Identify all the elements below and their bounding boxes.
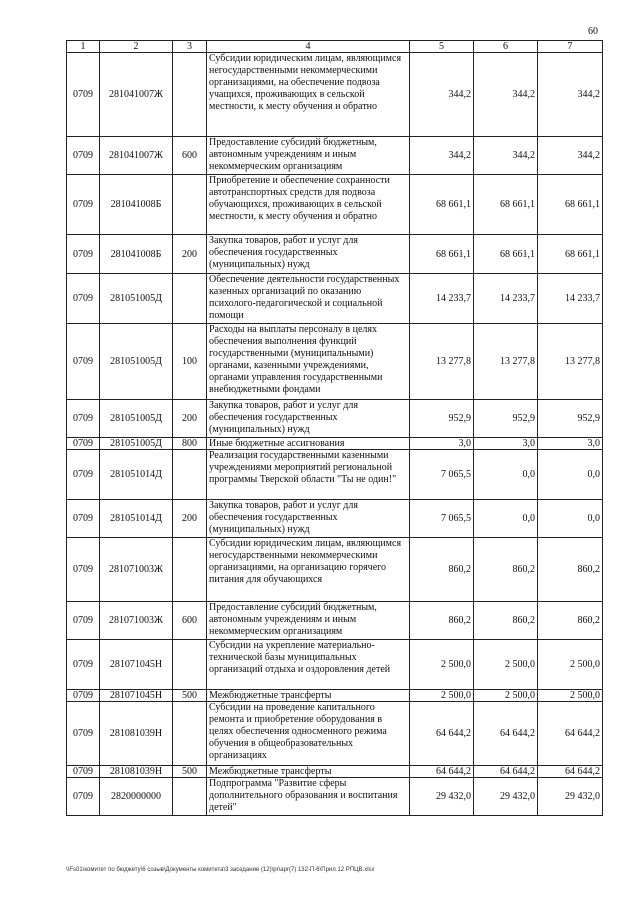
description-cell: Межбюджетные трансферты <box>207 766 410 778</box>
amount-cell: 64 644,2 <box>538 766 603 778</box>
amount-cell: 14 233,7 <box>474 274 538 324</box>
amount-cell: 344,2 <box>474 137 538 175</box>
table-row <box>67 690 603 702</box>
section-code-cell: 0709 <box>67 778 100 816</box>
expense-type-cell: 500 <box>173 690 207 702</box>
target-code-cell: 281041008Б <box>100 175 173 235</box>
table-row <box>67 778 603 816</box>
amount-cell: 68 661,1 <box>410 175 474 235</box>
amount-cell: 0,0 <box>538 500 603 538</box>
target-code-cell: 281071045Н <box>100 690 173 702</box>
target-code-cell: 281051014Д <box>100 500 173 538</box>
target-code-cell: 281051005Д <box>100 438 173 450</box>
table-row <box>67 53 603 137</box>
expense-type-cell <box>173 274 207 324</box>
amount-cell: 952,9 <box>538 400 603 438</box>
page-number: 60 <box>588 26 598 37</box>
section-code-cell: 0709 <box>67 602 100 640</box>
section-code-cell: 0709 <box>67 400 100 438</box>
amount-cell: 0,0 <box>474 500 538 538</box>
section-code-cell: 0709 <box>67 324 100 400</box>
section-code-cell: 0709 <box>67 438 100 450</box>
section-code-cell: 0709 <box>67 175 100 235</box>
amount-cell: 952,9 <box>474 400 538 438</box>
table-row <box>67 450 603 500</box>
description-cell: Субсидии на укрепление материально-технической базы муниципальных организаций отдыха и оздоровления детей <box>207 640 410 690</box>
target-code-cell: 281071003Ж <box>100 602 173 640</box>
section-code-cell: 0709 <box>67 235 100 274</box>
amount-cell: 0,0 <box>474 450 538 500</box>
amount-cell: 29 432,0 <box>474 778 538 816</box>
amount-cell: 860,2 <box>410 538 474 602</box>
description-cell: Субсидии юридическим лицам, являющимся негосударственными некоммерческими организациями, на организацию горячего питания для обучающихся <box>207 538 410 602</box>
amount-cell: 64 644,2 <box>538 702 603 766</box>
amount-cell: 860,2 <box>538 602 603 640</box>
table-row <box>67 766 603 778</box>
amount-cell: 2 500,0 <box>538 690 603 702</box>
amount-cell: 344,2 <box>538 137 603 175</box>
expense-type-cell <box>173 640 207 690</box>
description-cell: Иные бюджетные ассигнования <box>207 438 410 450</box>
description-cell: Обеспечение деятельности государственных казенных организаций по оказанию психолого-педагогической и социальной помощи <box>207 274 410 324</box>
column-number-row <box>67 41 603 53</box>
section-code-cell: 0709 <box>67 53 100 137</box>
table-row <box>67 538 603 602</box>
description-cell: Расходы на выплаты персоналу в целях обеспечения выполнения функций государственными (муниципальными) органами, казенными учреждениями, органами управления государственными внебюджетными фондами <box>207 324 410 400</box>
table-row <box>67 640 603 690</box>
column-header: 6 <box>474 41 538 53</box>
table-row <box>67 500 603 538</box>
amount-cell: 68 661,1 <box>538 235 603 274</box>
target-code-cell: 281051005Д <box>100 324 173 400</box>
amount-cell: 64 644,2 <box>474 702 538 766</box>
amount-cell: 2 500,0 <box>538 640 603 690</box>
section-code-cell: 0709 <box>67 500 100 538</box>
target-code-cell: 281051005Д <box>100 274 173 324</box>
amount-cell: 344,2 <box>410 137 474 175</box>
table-row <box>67 324 603 400</box>
amount-cell: 860,2 <box>474 602 538 640</box>
amount-cell: 68 661,1 <box>538 175 603 235</box>
amount-cell: 2 500,0 <box>410 640 474 690</box>
target-code-cell: 2820000000 <box>100 778 173 816</box>
amount-cell: 952,9 <box>410 400 474 438</box>
section-code-cell: 0709 <box>67 702 100 766</box>
table-row <box>67 702 603 766</box>
expense-type-cell <box>173 702 207 766</box>
target-code-cell: 281051005Д <box>100 400 173 438</box>
description-cell: Предоставление субсидий бюджетным, автономным учреждениям и иным некоммерческим организациям <box>207 602 410 640</box>
amount-cell: 860,2 <box>474 538 538 602</box>
budget-table <box>66 40 603 816</box>
column-header: 2 <box>100 41 173 53</box>
column-header: 4 <box>207 41 410 53</box>
expense-type-cell: 200 <box>173 400 207 438</box>
description-cell: Реализация государственными казенными учреждениями мероприятий региональной программы Тверской области "Ты не один!" <box>207 450 410 500</box>
description-cell: Предоставление субсидий бюджетным, автономным учреждениям и иным некоммерческим организациям <box>207 137 410 175</box>
target-code-cell: 281081039Н <box>100 702 173 766</box>
description-cell: Закупка товаров, работ и услуг для обеспечения государственных (муниципальных) нужд <box>207 400 410 438</box>
table-row <box>67 175 603 235</box>
amount-cell: 344,2 <box>474 53 538 137</box>
expense-type-cell <box>173 538 207 602</box>
table-row <box>67 137 603 175</box>
amount-cell: 29 432,0 <box>410 778 474 816</box>
amount-cell: 64 644,2 <box>474 766 538 778</box>
description-cell: Закупка товаров, работ и услуг для обеспечения государственных (муниципальных) нужд <box>207 500 410 538</box>
amount-cell: 64 644,2 <box>410 702 474 766</box>
table-row <box>67 274 603 324</box>
expense-type-cell: 200 <box>173 235 207 274</box>
section-code-cell: 0709 <box>67 766 100 778</box>
amount-cell: 29 432,0 <box>538 778 603 816</box>
amount-cell: 14 233,7 <box>410 274 474 324</box>
expense-type-cell <box>173 778 207 816</box>
column-header: 3 <box>173 41 207 53</box>
target-code-cell: 281071045Н <box>100 640 173 690</box>
description-cell: Межбюджетные трансферты <box>207 690 410 702</box>
table-row <box>67 400 603 438</box>
amount-cell: 13 277,8 <box>410 324 474 400</box>
amount-cell: 3,0 <box>410 438 474 450</box>
expense-type-cell: 600 <box>173 602 207 640</box>
table-row <box>67 235 603 274</box>
description-cell: Приобретение и обеспечение сохранности автотранспортных средств для подвоза обучающихся, проживающих в сельской местности, к месту обучения и обратно <box>207 175 410 235</box>
table-row <box>67 602 603 640</box>
expense-type-cell <box>173 450 207 500</box>
expense-type-cell: 800 <box>173 438 207 450</box>
amount-cell: 68 661,1 <box>474 175 538 235</box>
description-cell: Субсидии на проведение капитального ремонта и приобретение оборудования в целях обеспечения односменного режима обучения в общеобразовательных организациях <box>207 702 410 766</box>
amount-cell: 13 277,8 <box>474 324 538 400</box>
section-code-cell: 0709 <box>67 137 100 175</box>
section-code-cell: 0709 <box>67 450 100 500</box>
amount-cell: 3,0 <box>474 438 538 450</box>
target-code-cell: 281041007Ж <box>100 137 173 175</box>
section-code-cell: 0709 <box>67 640 100 690</box>
section-code-cell: 0709 <box>67 538 100 602</box>
target-code-cell: 281041008Б <box>100 235 173 274</box>
expense-type-cell: 600 <box>173 137 207 175</box>
amount-cell: 2 500,0 <box>410 690 474 702</box>
amount-cell: 860,2 <box>410 602 474 640</box>
amount-cell: 7 065,5 <box>410 450 474 500</box>
description-cell: Подпрограмма "Развитие сферы дополнительного образования и воспитания детей" <box>207 778 410 816</box>
amount-cell: 68 661,1 <box>474 235 538 274</box>
file-path-footer: \\Fs01\комитет по бюджету\6 созыв\Документы комитета\3 заседание (12)\pr\apr(7) 132-П-6\Прил 12 РПЦВ.xlsx <box>66 867 375 873</box>
expense-type-cell: 200 <box>173 500 207 538</box>
amount-cell: 13 277,8 <box>538 324 603 400</box>
expense-type-cell: 500 <box>173 766 207 778</box>
target-code-cell: 281041007Ж <box>100 53 173 137</box>
description-cell: Субсидии юридическим лицам, являющимся негосударственными некоммерческими организациями, на обеспечение подвоза учащихся, проживающих в сельской местности, к месту обучения и обратно <box>207 53 410 137</box>
expense-type-cell <box>173 175 207 235</box>
amount-cell: 64 644,2 <box>410 766 474 778</box>
target-code-cell: 281051014Д <box>100 450 173 500</box>
amount-cell: 2 500,0 <box>474 690 538 702</box>
description-cell: Закупка товаров, работ и услуг для обеспечения государственных (муниципальных) нужд <box>207 235 410 274</box>
section-code-cell: 0709 <box>67 274 100 324</box>
amount-cell: 7 065,5 <box>410 500 474 538</box>
amount-cell: 344,2 <box>538 53 603 137</box>
column-header: 7 <box>538 41 603 53</box>
expense-type-cell <box>173 53 207 137</box>
section-code-cell: 0709 <box>67 690 100 702</box>
amount-cell: 3,0 <box>538 438 603 450</box>
amount-cell: 344,2 <box>410 53 474 137</box>
target-code-cell: 281081039Н <box>100 766 173 778</box>
target-code-cell: 281071003Ж <box>100 538 173 602</box>
amount-cell: 14 233,7 <box>538 274 603 324</box>
amount-cell: 68 661,1 <box>410 235 474 274</box>
amount-cell: 0,0 <box>538 450 603 500</box>
table-row <box>67 438 603 450</box>
expense-type-cell: 100 <box>173 324 207 400</box>
column-header: 1 <box>67 41 100 53</box>
column-header: 5 <box>410 41 474 53</box>
amount-cell: 2 500,0 <box>474 640 538 690</box>
amount-cell: 860,2 <box>538 538 603 602</box>
